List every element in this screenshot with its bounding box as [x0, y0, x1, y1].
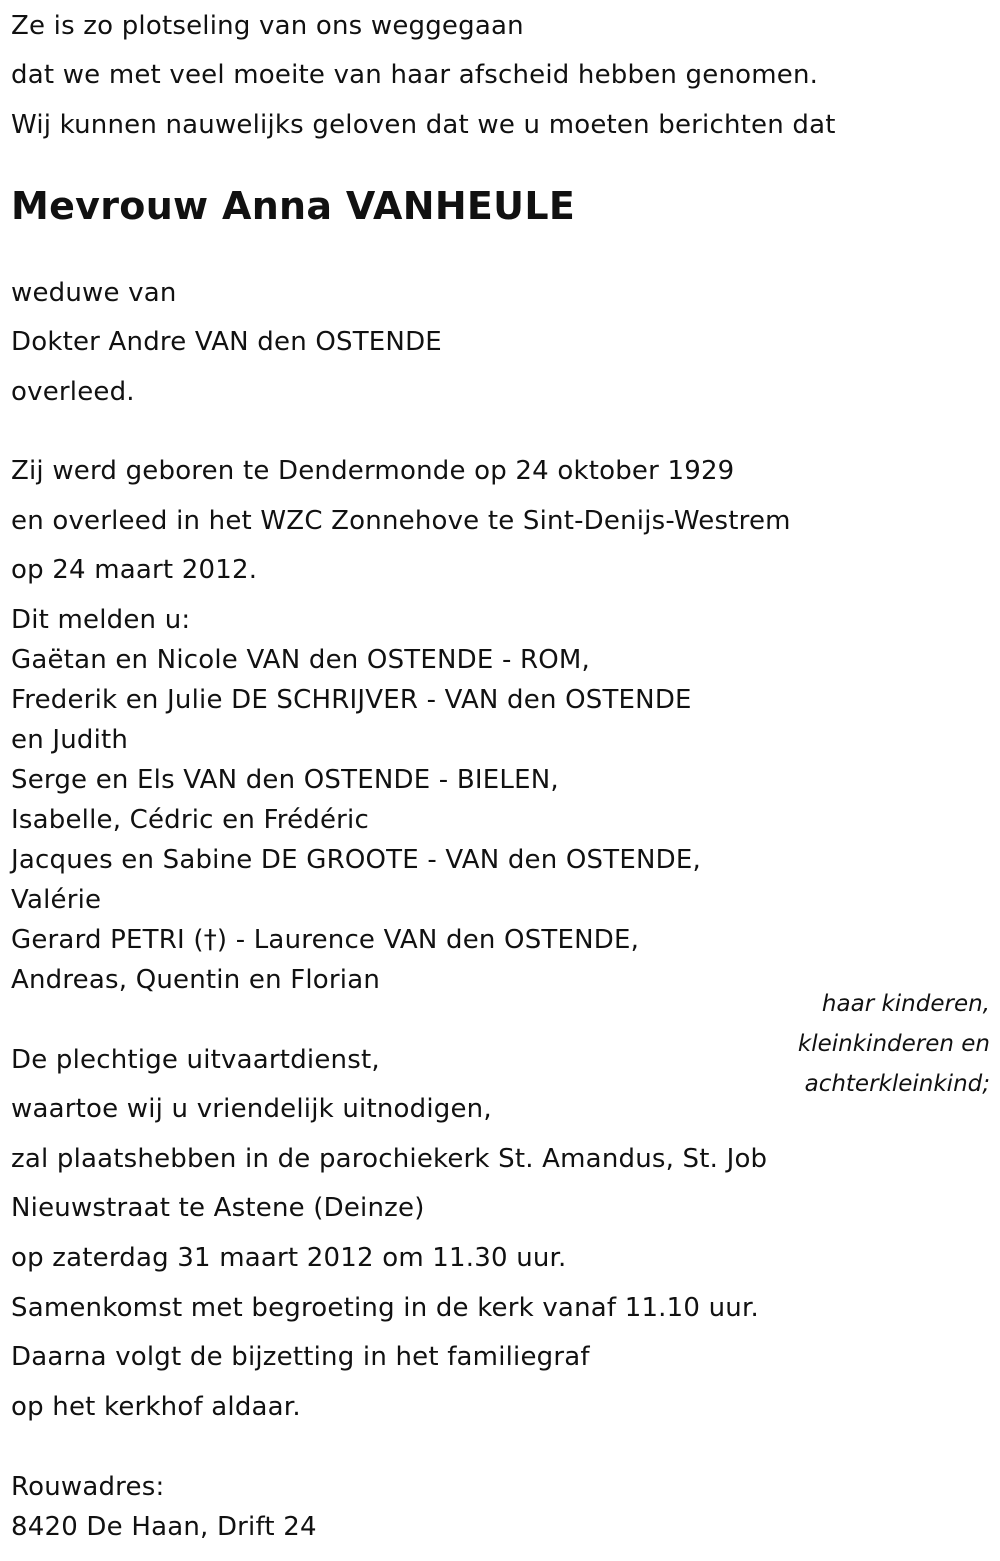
funeral-line-7: Daarna volgt de bijzetting in het familiegraf: [11, 1342, 590, 1372]
funeral-line-4: Nieuwstraat te Astene (Deinze): [11, 1193, 425, 1223]
funeral-line-1: De plechtige uitvaartdienst,: [11, 1045, 380, 1075]
signature-line-1: haar kinderen,: [821, 991, 990, 1017]
signature-line-2: kleinkinderen en: [797, 1031, 990, 1057]
announcer-line: Dit melden u:: [11, 605, 191, 635]
announcer-line: Andreas, Quentin en Florian: [11, 965, 381, 995]
announcer-line: Gerard PETRI (†) - Laurence VAN den OSTENDE,: [11, 925, 640, 955]
spouse-line-2: Dokter Andre VAN den OSTENDE: [11, 327, 442, 357]
announcer-line: en Judith: [11, 725, 129, 755]
intro-line-3: Wij kunnen nauwelijks geloven dat we u moeten berichten dat: [11, 110, 836, 140]
announcer-line: Serge en Els VAN den OSTENDE - BIELEN,: [11, 765, 559, 795]
intro-line-1: Ze is zo plotseling van ons weggegaan: [11, 11, 524, 41]
funeral-line-8: op het kerkhof aldaar.: [11, 1392, 301, 1422]
funeral-line-2: waartoe wij u vriendelijk uitnodigen,: [11, 1094, 492, 1124]
intro-line-2: dat we met veel moeite van haar afscheid hebben genomen.: [11, 60, 819, 90]
funeral-line-3: zal plaatshebben in de parochiekerk St. Amandus, St. Job: [11, 1144, 768, 1174]
deceased-name: Mevrouw Anna VANHEULE: [11, 184, 576, 228]
announcer-line: Jacques en Sabine DE GROOTE - VAN den OSTENDE,: [11, 845, 701, 875]
signature-line-3: achterkleinkind;: [804, 1071, 990, 1097]
address-label: Rouwadres:: [11, 1472, 165, 1502]
funeral-line-5: op zaterdag 31 maart 2012 om 11.30 uur.: [11, 1243, 567, 1273]
announcer-line: Isabelle, Cédric en Frédéric: [11, 805, 369, 835]
spouse-line-3: overleed.: [11, 377, 135, 407]
life-line-3: op 24 maart 2012.: [11, 555, 258, 585]
life-line-2: en overleed in het WZC Zonnehove te Sint-Denijs-Westrem: [11, 506, 791, 536]
announcer-line: Gaëtan en Nicole VAN den OSTENDE - ROM,: [11, 645, 591, 675]
spouse-line-1: weduwe van: [11, 278, 177, 308]
announcer-line: Frederik en Julie DE SCHRIJVER - VAN den OSTENDE: [11, 685, 692, 715]
funeral-line-6: Samenkomst met begroeting in de kerk vanaf 11.10 uur.: [11, 1293, 759, 1323]
life-line-1: Zij werd geboren te Dendermonde op 24 oktober 1929: [11, 456, 735, 486]
announcer-line: Valérie: [11, 885, 102, 915]
address-value: 8420 De Haan, Drift 24: [11, 1512, 317, 1542]
